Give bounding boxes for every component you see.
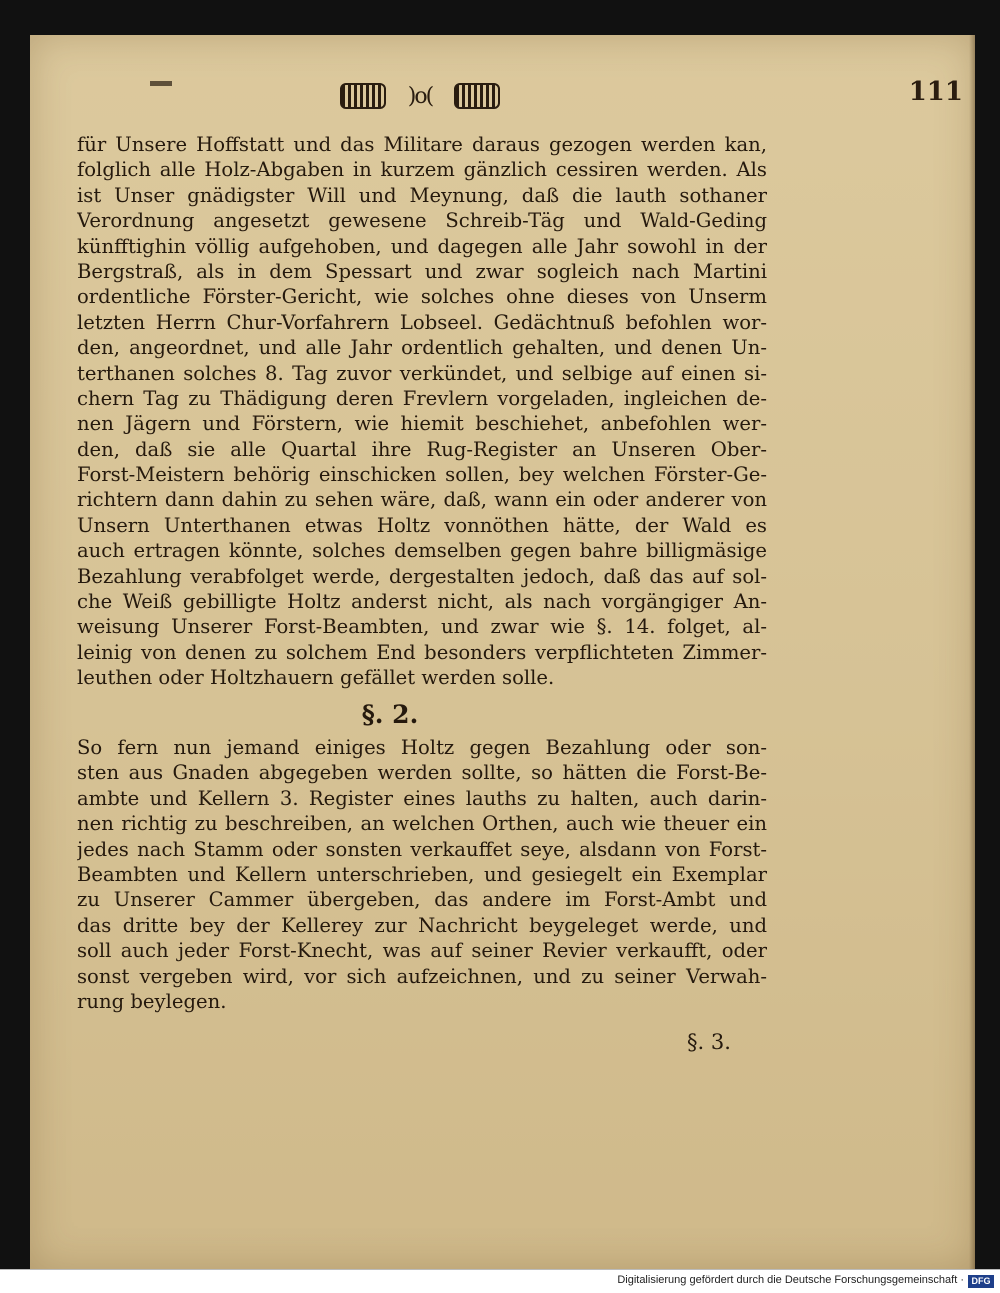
text-line: Bezahlung verabfolget werde, dergestalten jedoch, daß das auf sol- bbox=[77, 564, 767, 588]
text-line: sonst vergeben wird, vor sich aufzeichnen, und zu seiner Verwah- bbox=[77, 964, 767, 988]
paragraph-section-1 bbox=[77, 132, 767, 691]
text-line: Unsern Unterthanen etwas Holtz vonnöthen hätte, der Wald es bbox=[77, 513, 767, 537]
digitization-footer bbox=[0, 1269, 1000, 1293]
text-line: richtern dann dahin zu sehen wäre, daß, wann ein oder anderer von bbox=[77, 488, 767, 512]
ornament-left-icon bbox=[340, 83, 386, 109]
header-ornament bbox=[340, 79, 500, 113]
text-line: den, daß sie alle Quartal ihre Rug-Register an Unseren Ober- bbox=[77, 437, 767, 461]
page-header bbox=[30, 75, 975, 115]
footer-credit: Digitalisierung gefördert durch die Deutsche Forschungsgemeinschaft · bbox=[617, 1274, 964, 1286]
text-line: ambte und Kellern 3. Register eines lauths zu halten, auch darin- bbox=[77, 786, 767, 810]
text-line: für Unsere Hoffstatt und das Militare daraus gezogen werden kan, bbox=[77, 133, 767, 156]
ornament-right-icon bbox=[454, 83, 500, 109]
section-heading: §. 2. bbox=[361, 700, 419, 729]
text-line: soll auch jeder Forst-Knecht, was auf seiner Revier verkaufft, oder bbox=[77, 939, 767, 963]
text-line: So fern nun jemand einiges Holtz gegen Bezahlung oder son- bbox=[77, 736, 767, 759]
text-line: che Weiß gebilligte Holtz anderst nicht, als nach vorgängiger An- bbox=[77, 590, 767, 614]
text-line: künfftighin völlig aufgehoben, und dagegen alle Jahr sowohl in der bbox=[77, 234, 767, 258]
book-page bbox=[30, 35, 975, 1270]
text-line: ordentliche Förster-Gericht, wie solches ohne dieses von Unserm bbox=[77, 285, 767, 309]
text-line: sten aus Gnaden abgegeben werden sollte, so hätten die Forst-Be- bbox=[77, 761, 767, 785]
paragraph-section-2 bbox=[77, 735, 767, 1014]
text-line: rung beylegen. bbox=[77, 989, 227, 1013]
text-line: chern Tag zu Thädigung deren Frevlern vorgeladen, ingleichen de- bbox=[77, 386, 767, 410]
text-line: Beambten und Kellern unterschrieben, und gesiegelt ein Exemplar bbox=[77, 862, 767, 886]
page-edge-shadow bbox=[969, 35, 975, 1270]
text-line: folglich alle Holz-Abgaben in kurzem gänzlich cessiren werden. Als bbox=[77, 158, 767, 182]
text-line: weisung Unserer Forst-Beambten, und zwar wie §. 14. folget, al- bbox=[77, 615, 767, 639]
text-line: Forst-Meistern behörig einschicken sollen, bey welchen Förster-Ge- bbox=[77, 463, 767, 487]
text-line: das dritte bey der Kellerey zur Nachricht beygeleget werde, und bbox=[77, 913, 767, 937]
text-line: leuthen oder Holtzhauern gefället werden solle. bbox=[77, 666, 555, 690]
dfg-logo-icon: DFG bbox=[968, 1275, 994, 1288]
text-line: auch ertragen könnte, solches demselben gegen bahre billigmäsige bbox=[77, 539, 767, 563]
text-line: nen richtig zu beschreiben, an welchen Orthen, auch wie theuer ein bbox=[77, 812, 767, 836]
text-line: nen Jägern und Förstern, wie hiemit beschiehet, anbefohlen wer- bbox=[77, 412, 767, 436]
text-line: jedes nach Stamm oder sonsten verkauffet seye, alsdann von Forst- bbox=[77, 837, 767, 861]
text-line: zu Unserer Cammer übergeben, das andere im Forst-Ambt und bbox=[77, 888, 767, 912]
ornament-center: )o( bbox=[407, 83, 433, 109]
text-line: ist Unser gnädigster Will und Meynung, daß die lauth sothaner bbox=[77, 183, 767, 207]
text-line: Verordnung angesetzt gewesene Schreib-Täg und Wald-Geding bbox=[77, 209, 767, 233]
text-line: leinig von denen zu solchem End besonders verpflichteten Zimmer- bbox=[77, 640, 767, 664]
text-line: den, angeordnet, und alle Jahr ordentlich gehalten, und denen Un- bbox=[77, 336, 767, 360]
text-line: terthanen solches 8. Tag zuvor verkündet, und selbige auf einen si- bbox=[77, 361, 767, 385]
catchword: §. 3. bbox=[687, 1030, 731, 1054]
text-line: letzten Herrn Chur-Vorfahrern Lobseel. Gedächtnuß befohlen wor- bbox=[77, 310, 767, 334]
page-number: 111 bbox=[908, 77, 963, 107]
text-line: Bergstraß, als in dem Spessart und zwar sogleich nach Martini bbox=[77, 259, 767, 283]
